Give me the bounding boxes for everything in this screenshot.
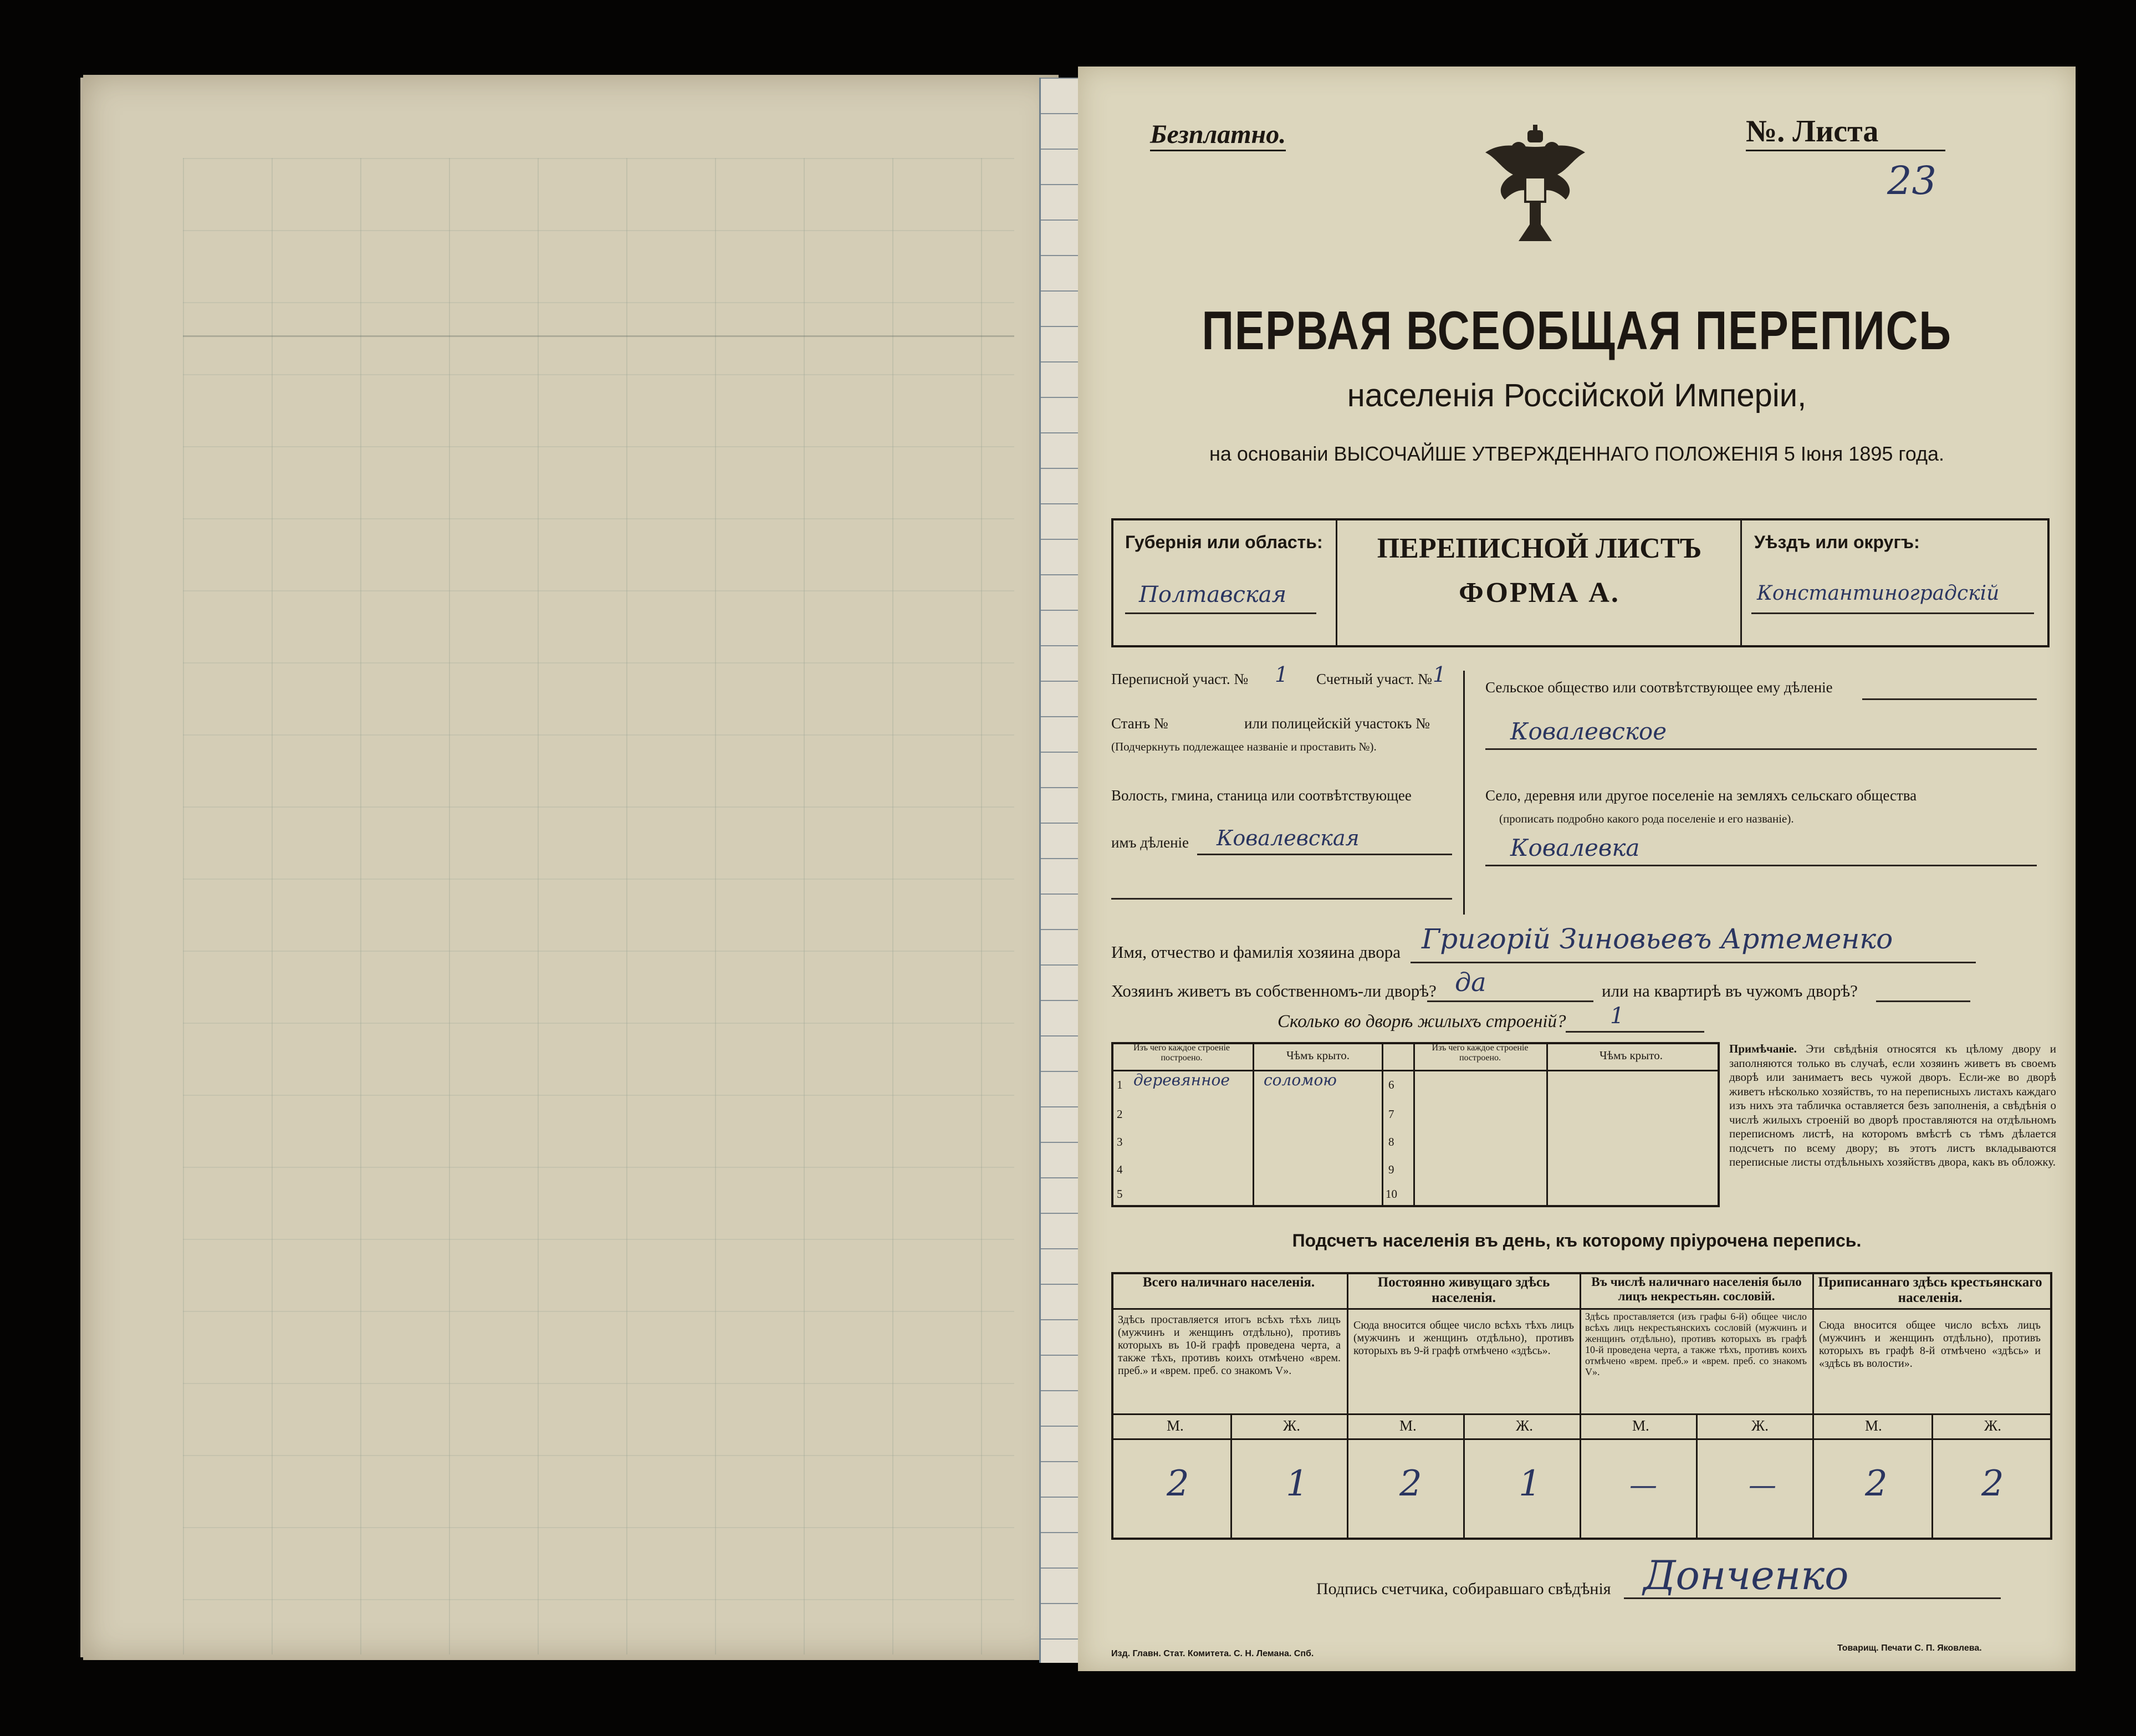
col-roof-right: Чѣмъ крыто. xyxy=(1600,1049,1663,1062)
building-row-number: 1 xyxy=(1117,1078,1123,1091)
building-roof: соломою xyxy=(1264,1071,1337,1089)
buildings-count-label: Сколько во дворѣ жилыхъ строеній? xyxy=(1277,1012,1566,1032)
footer-right: Товарищ. Печати С. П. Яковлева. xyxy=(1837,1643,1982,1653)
note-title: Примѣчаніе. xyxy=(1729,1042,1797,1055)
underline-note: (Подчеркнуть подлежащее названіе и проставить №). xyxy=(1111,740,1377,753)
count-value-f: 1 xyxy=(1519,1463,1541,1504)
sheet-number-rule xyxy=(1746,150,1945,151)
page-subtitle: населенія Россійской Имперіи, xyxy=(1347,377,1807,413)
selskoe-label: Сельское общество или соотвѣтствующее ему дѣленіе xyxy=(1485,679,1833,696)
double-headed-eagle-icon xyxy=(1480,125,1591,247)
col-roof-left: Чѣмъ крыто. xyxy=(1286,1049,1350,1062)
uezd-label: Уѣздъ или округъ: xyxy=(1754,532,1920,552)
perepis-uch-label: Переписной участ. № xyxy=(1111,671,1249,687)
sheet-number-label: №. Листа xyxy=(1746,114,1879,149)
count-f-label: Ж. xyxy=(1516,1417,1533,1434)
rented-label: или на квартирѣ въ чужомъ дворѣ? xyxy=(1602,981,1858,1000)
free-label: Безплатно. xyxy=(1150,119,1286,151)
building-row-number: 6 xyxy=(1388,1078,1394,1091)
census-form-page xyxy=(1078,67,2076,1671)
building-row-number: 8 xyxy=(1388,1135,1394,1148)
col-material-right: Изъ чего каждое строеніе построено. xyxy=(1432,1043,1529,1063)
col-material-left: Изъ чего каждое строеніе построено. xyxy=(1133,1043,1230,1063)
page-basis: на основаніи ВЫСОЧАЙШЕ УТВЕРЖДЕННАГО ПОЛОЖЕНІЯ 5 Іюня 1895 года. xyxy=(1209,442,1944,465)
count-f-label: Ж. xyxy=(1984,1417,2001,1434)
stan-label: Станъ № xyxy=(1111,715,1168,732)
count-m-label: М. xyxy=(1399,1417,1417,1434)
own-yard-value: да xyxy=(1455,967,1486,997)
selo-label: Село, деревня или другое поселеніе на земляхъ сельскаго общества xyxy=(1485,787,1917,804)
count-col-desc: Сюда вносится общее число всѣхъ тѣхъ лицъ (мужчинъ и женщинъ отдѣльно), противъ которыхъ въ 9-й графѣ отмѣчено «здѣсь». xyxy=(1353,1319,1574,1357)
left-page xyxy=(83,75,1059,1660)
building-row-number: 10 xyxy=(1386,1187,1397,1201)
sheet-number-value: 23 xyxy=(1887,158,1937,203)
building-row-number: 7 xyxy=(1388,1107,1394,1121)
building-row-number: 3 xyxy=(1117,1135,1123,1148)
count-col-head: Приписаннаго здѣсь крестьянскаго населенія. xyxy=(1818,1275,2042,1305)
form-title: ПЕРЕПИСНОЙ ЛИСТЪ xyxy=(1377,533,1702,564)
owner-name-label: Имя, отчество и фамилія хозяина двора xyxy=(1111,942,1401,962)
selo-note: (прописать подробно какого рода поселеніе и его названіе). xyxy=(1499,812,1794,825)
count-col-desc: Здѣсь проставляется итогъ всѣхъ тѣхъ лицъ (мужчинъ и женщинъ отдѣльно), противъ которыхъ въ 10-й графѣ проведена черта, а также тѣхъ, противъ коихъ отмѣчено «врем. преб.» и «врем. преб. со знакомъ V». xyxy=(1118,1314,1341,1377)
count-table xyxy=(1111,1272,2052,1540)
count-m-label: М. xyxy=(1167,1417,1184,1434)
note-text: Эти свѣдѣнія относятся къ цѣлому двору и заполняются только въ случаѣ, если хозяинъ живетъ въ своемъ дворѣ или занимаетъ весь чужой дворъ. Если-же во дворѣ живетъ нѣсколько хозяйствъ, то на переписныхъ листахъ каждаго изъ нихъ эта табличка оставляется безъ заполненія, а свѣдѣнія о числѣ жилыхъ строеній во дворѣ проставляются на отдѣльномъ переписномъ листѣ, на которомъ вмѣстѣ съ тѣмъ дѣлается подсчетъ по всему двору; въ этотъ листъ вкладываются переписные листы отдѣльныхъ хозяйствъ двора, какъ въ обложку. xyxy=(1729,1042,2057,1168)
count-title: Подсчетъ населенія въ день, къ которому пріурочена перепись. xyxy=(1292,1230,1862,1250)
page-title: ПЕРВАЯ ВСЕОБЩАЯ ПЕРЕПИСЬ xyxy=(1202,300,1952,361)
buildings-count-value: 1 xyxy=(1610,1003,1624,1029)
note-block xyxy=(1729,1042,2056,1170)
count-value-f: — xyxy=(1749,1469,1776,1501)
count-f-label: Ж. xyxy=(1751,1417,1769,1434)
count-col-head: Постоянно живущаго здѣсь населенія. xyxy=(1377,1275,1550,1305)
volost-label-2: имъ дѣленіе xyxy=(1111,834,1189,851)
show-through-grid xyxy=(183,158,1014,1655)
binding-strip xyxy=(1039,78,1081,1663)
building-row-number: 2 xyxy=(1117,1107,1123,1121)
perepis-uch-value: 1 xyxy=(1275,662,1289,687)
count-col-desc: Здѣсь проставляется (изъ графы 6-й) общее число всѣхъ лицъ некрестьянскихъ сословій (мужчинъ и женщинъ отдѣльно), противъ которыхъ въ графѣ 10-й проведена черта, а также тѣхъ, противъ коихъ отмѣчено «врем. преб.» и «врем. преб. со знакомъ V». xyxy=(1585,1311,1807,1377)
gubernia-value: Полтавская xyxy=(1139,582,1287,607)
count-value-m: 2 xyxy=(1167,1463,1189,1504)
signature-value: Донченко xyxy=(1643,1552,1849,1599)
count-value-f: 2 xyxy=(1981,1463,2004,1504)
count-value-m: 2 xyxy=(1399,1463,1422,1504)
schetny-uch-label: Счетный участ. № xyxy=(1316,671,1432,687)
count-m-label: М. xyxy=(1632,1417,1649,1434)
selskoe-value: Ковалевское xyxy=(1510,718,1667,745)
own-yard-label: Хозяинъ живетъ въ собственномъ-ли дворѣ? xyxy=(1111,981,1437,1000)
show-through-header xyxy=(183,158,1014,337)
form-subtitle: ФОРМА А. xyxy=(1459,577,1620,609)
count-m-label: М. xyxy=(1865,1417,1882,1434)
count-col-head: Всего наличнаго населенія. xyxy=(1142,1275,1315,1290)
count-value-m: 2 xyxy=(1865,1463,1888,1504)
count-value-m: — xyxy=(1629,1469,1657,1501)
selo-value: Ковалевка xyxy=(1510,834,1640,861)
volost-label: Волость, гмина, станица или соотвѣтствующее xyxy=(1111,787,1412,804)
schetny-uch-value: 1 xyxy=(1433,662,1447,687)
owner-name-value: Григорій Зиновьевъ Артеменко xyxy=(1422,923,1893,955)
buildings-table xyxy=(1111,1042,1720,1207)
count-f-label: Ж. xyxy=(1283,1417,1300,1434)
footer-left: Изд. Главн. Стат. Комитета. С. Н. Лемана. Спб. xyxy=(1111,1649,1314,1658)
gubernia-label: Губернія или область: xyxy=(1125,532,1323,552)
uezd-value: Константиноградскій xyxy=(1757,582,2000,605)
police-label: или полицейскій участокъ № xyxy=(1244,715,1430,732)
building-row-number: 5 xyxy=(1117,1187,1123,1201)
volost-value: Ковалевская xyxy=(1217,826,1360,850)
count-col-head: Въ числѣ наличнаго населенія было лицъ некрестьян. сословій. xyxy=(1591,1275,1802,1303)
signature-label: Подпись счетчика, собиравшаго свѣдѣнія xyxy=(1316,1580,1611,1598)
count-col-desc: Сюда вносится общее число всѣхъ лицъ (мужчинъ и женщинъ отдѣльно), противъ которыхъ въ графѣ 8-й отмѣчено «здѣсь» и «здѣсь въ волости». xyxy=(1819,1319,2041,1370)
count-value-f: 1 xyxy=(1286,1463,1309,1504)
building-row-number: 9 xyxy=(1388,1163,1394,1176)
building-row-number: 4 xyxy=(1117,1163,1123,1176)
building-material: деревянное xyxy=(1133,1071,1230,1089)
